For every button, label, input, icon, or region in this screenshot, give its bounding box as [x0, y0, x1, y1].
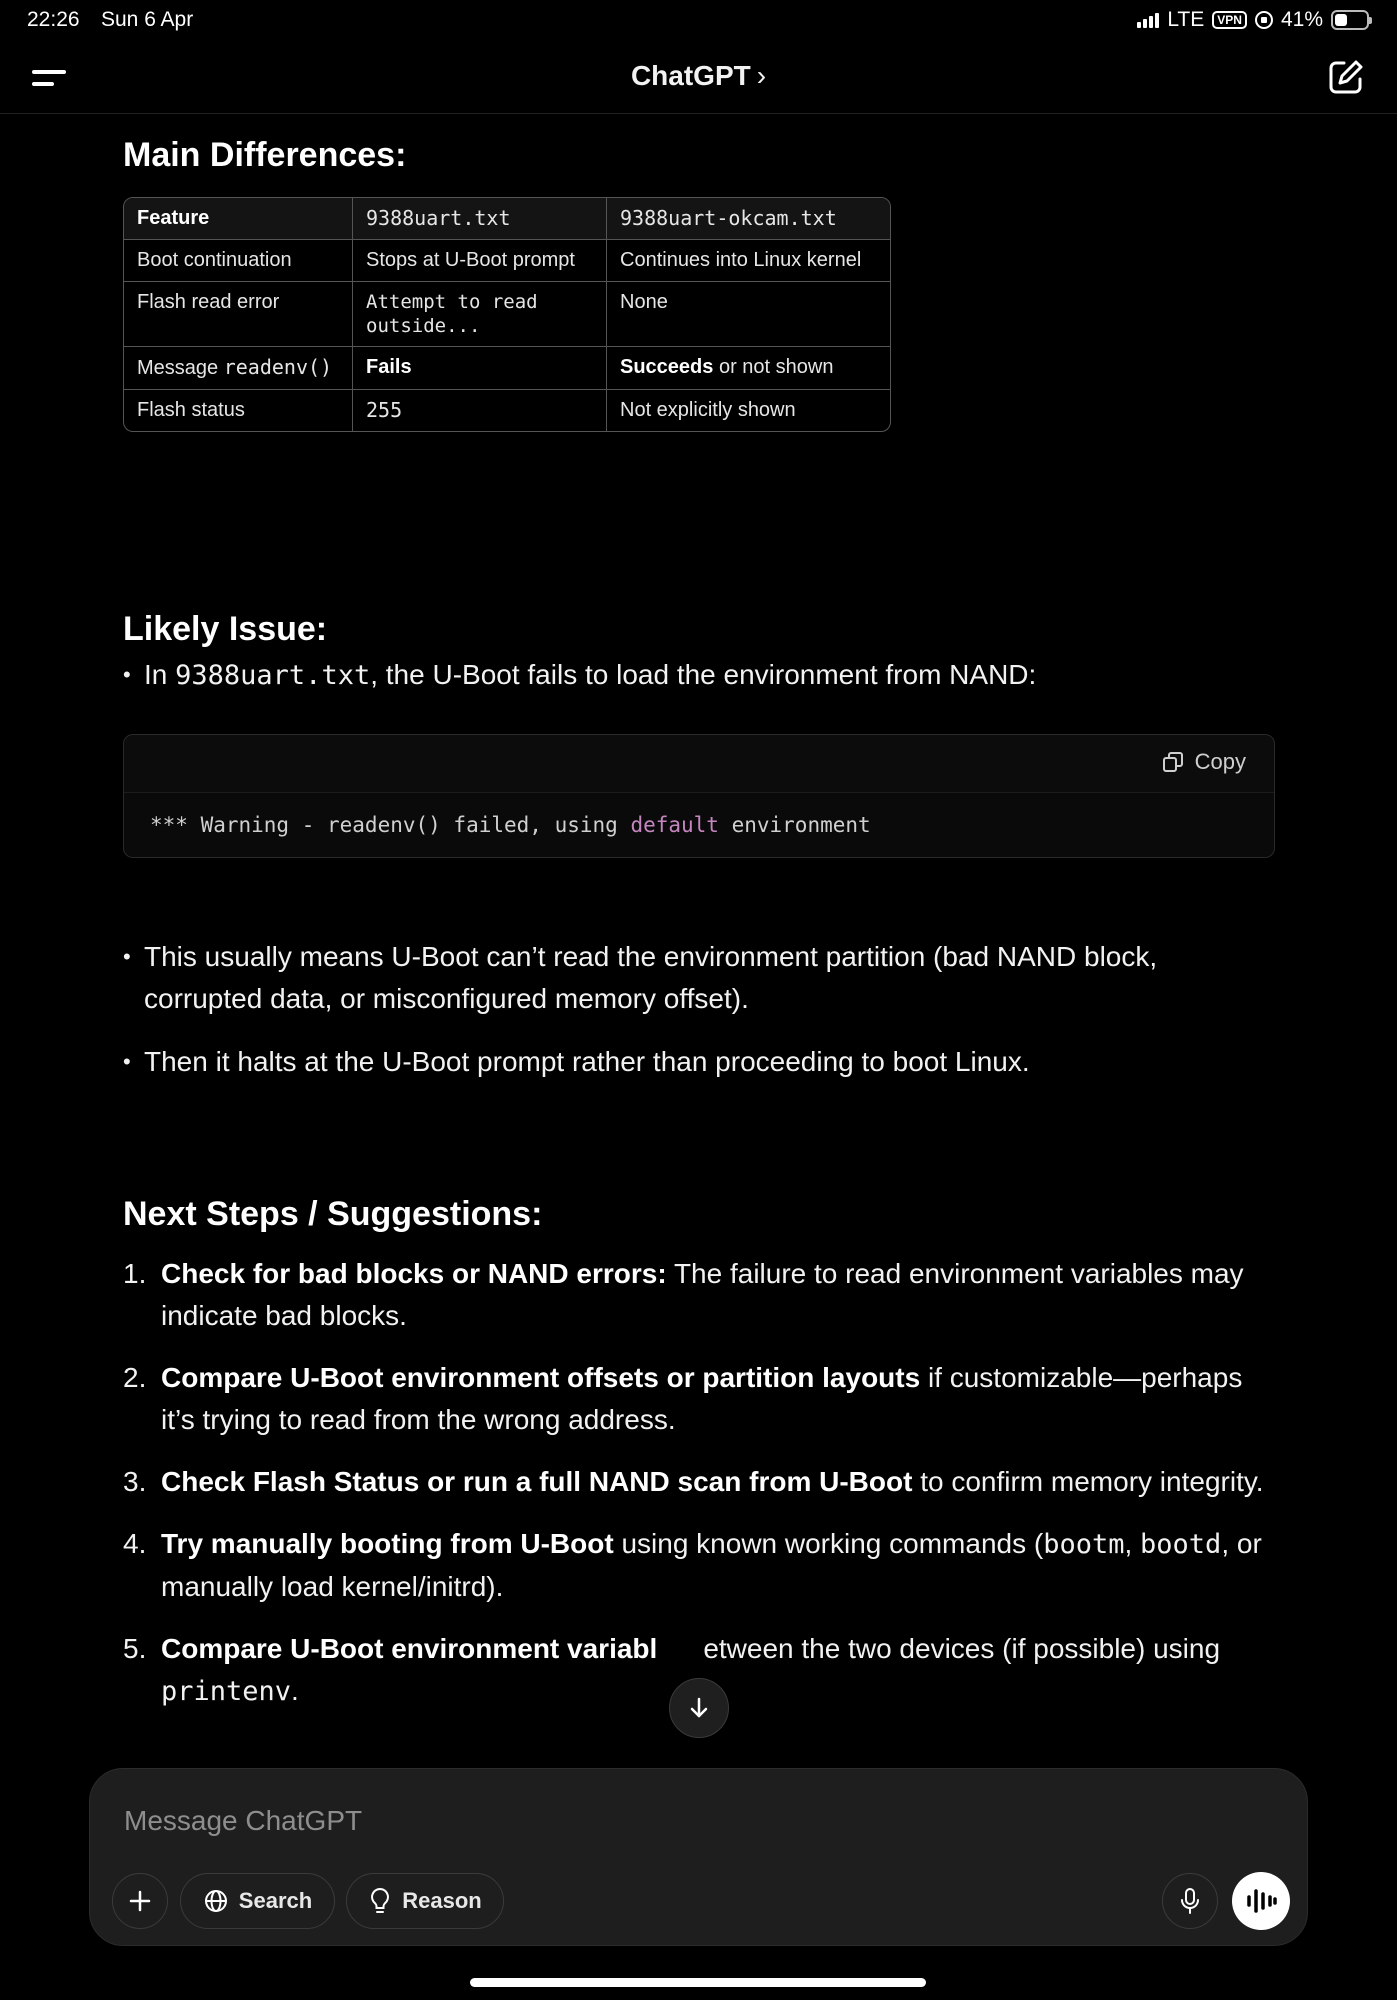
code-line: *** Warning - readenv() failed, using default environment	[150, 813, 871, 837]
reason-button[interactable]	[346, 1873, 504, 1929]
table-cell: Attempt to read outside...	[353, 282, 607, 347]
table-row	[124, 240, 890, 282]
battery-icon	[1331, 10, 1369, 30]
table-row	[124, 390, 890, 431]
list-item: 4. Try manually booting from U-Boot using known working commands (bootm, bootd, or manually load kernel/initrd).	[123, 1528, 1262, 1602]
message-input[interactable]: Message ChatGPT	[124, 1805, 363, 1836]
table-cell: Continues into Linux kernel	[607, 240, 890, 282]
list-item: • This usually means U-Boot can’t read the environment partition (bad NAND block, corrupted data, or misconfigured memory offset).	[123, 936, 1283, 1020]
section-heading-main-differences: Main Differences:	[123, 136, 407, 174]
table-cell: None	[607, 282, 890, 347]
voice-mode-button[interactable]	[1232, 1872, 1290, 1930]
chevron-right-icon: ›	[756, 60, 767, 91]
copy-label: Copy	[1194, 749, 1246, 774]
copy-icon	[1161, 750, 1185, 774]
network-label: LTE	[1167, 8, 1205, 31]
table-header-row	[124, 198, 890, 240]
table-cell: Flash status	[124, 390, 353, 431]
list-item: 2. Compare U-Boot environment offsets or partition layouts if customizable—perhaps it’s trying to read from the wrong address.	[123, 1362, 1243, 1435]
section-heading-next-steps: Next Steps / Suggestions:	[123, 1195, 543, 1233]
attach-button[interactable]	[112, 1873, 168, 1929]
search-label: Search	[238, 1888, 313, 1913]
chat-content[interactable]	[0, 114, 1397, 1770]
search-button[interactable]	[180, 1873, 335, 1929]
copy-button[interactable]	[1161, 749, 1246, 775]
next-steps-list	[123, 1253, 1283, 1733]
battery-percent: 41%	[1280, 8, 1323, 31]
list-item: 1. Check for bad blocks or NAND errors: The failure to read environment variables may indicate bad blocks.	[123, 1258, 1244, 1331]
table-cell: 255	[353, 390, 607, 431]
home-indicator	[470, 1978, 926, 1987]
status-indicators	[1137, 8, 1369, 32]
model-selector[interactable]	[0, 60, 1397, 92]
microphone-icon	[1179, 1887, 1201, 1915]
app-title: ChatGPT	[630, 60, 751, 91]
vpn-badge: VPN	[1212, 11, 1247, 29]
table-cell: Flash read error	[124, 282, 353, 347]
table-cell: Succeeds or not shown	[607, 347, 890, 390]
list-item: 5. Compare U-Boot environment variabl etween the two devices (if possible) using printenv.	[123, 1633, 1221, 1707]
table-row	[124, 282, 890, 347]
table-cell: Message readenv()	[124, 347, 353, 390]
signal-icon	[1137, 12, 1159, 28]
status-time: 22:26	[27, 8, 80, 31]
rotation-lock-icon	[1255, 11, 1273, 29]
message-composer	[89, 1768, 1308, 1946]
dictate-button[interactable]	[1162, 1873, 1218, 1929]
scroll-to-bottom-button[interactable]	[669, 1678, 729, 1738]
new-chat-button[interactable]	[1327, 58, 1365, 96]
differences-table	[123, 197, 891, 432]
reason-label: Reason	[402, 1888, 482, 1913]
globe-icon	[203, 1888, 229, 1914]
plus-icon	[128, 1889, 152, 1913]
edit-icon	[1327, 58, 1365, 96]
app-header	[0, 40, 1397, 114]
table-header-cell: 9388uart.txt	[353, 198, 607, 240]
list-item: • Then it halts at the U-Boot prompt rather than proceeding to boot Linux.	[123, 1041, 1283, 1083]
table-cell: Fails	[353, 347, 607, 390]
status-date: Sun 6 Apr	[101, 8, 194, 31]
waveform-icon	[1244, 1886, 1278, 1916]
table-header-cell: 9388uart-okcam.txt	[607, 198, 890, 240]
table-cell: Boot continuation	[124, 240, 353, 282]
table-header-cell: Feature	[124, 198, 353, 240]
code-block	[123, 734, 1275, 858]
lightbulb-icon	[368, 1887, 392, 1915]
list-item: • In 9388uart.txt, the U-Boot fails to load the environment from NAND:	[123, 654, 1283, 697]
table-cell: Stops at U-Boot prompt	[353, 240, 607, 282]
list-item: 3. Check Flash Status or run a full NAND scan from U-Boot to confirm memory integrity.	[123, 1466, 1264, 1497]
table-row	[124, 347, 890, 390]
code-block-header	[124, 735, 1274, 793]
arrow-down-icon	[686, 1695, 712, 1721]
status-bar	[0, 0, 1397, 40]
table-cell: Not explicitly shown	[620, 399, 796, 421]
section-heading-likely-issue: Likely Issue:	[123, 610, 328, 648]
